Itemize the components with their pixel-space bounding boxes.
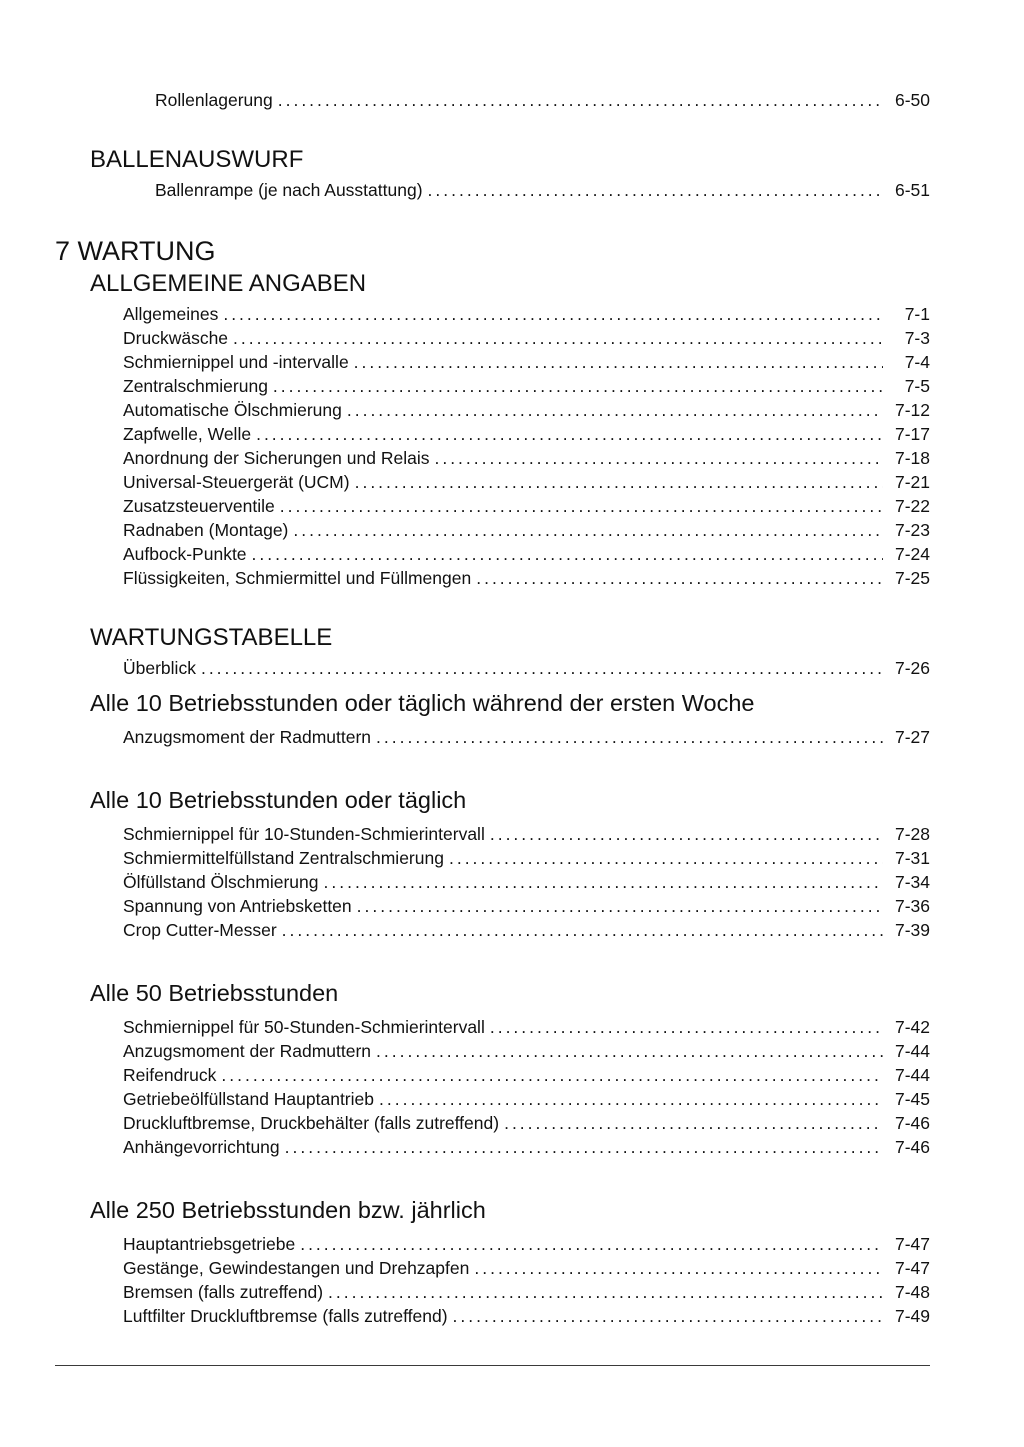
toc-entry: [123, 870, 930, 894]
toc-entry-page: 7-28: [894, 824, 930, 844]
toc-entry-page: 6-51: [894, 180, 930, 200]
toc-entry-label: Hauptantriebsgetriebe: [123, 1234, 296, 1254]
section-heading: BALLENAUSWURF: [90, 146, 304, 173]
toc-entry-page: 7-39: [894, 920, 930, 940]
toc-entry: [123, 1256, 930, 1280]
section-heading: WARTUNGSTABELLE: [90, 624, 333, 651]
dot-leader: [347, 400, 883, 420]
toc-entry-label: Automatische Ölschmierung: [123, 400, 342, 420]
dot-leader: [434, 448, 883, 468]
toc-entry-page: 7-23: [894, 520, 930, 540]
toc-entry-page: 7-46: [894, 1113, 930, 1133]
toc-entry-page: 6-50: [894, 90, 930, 110]
toc-entry: [155, 88, 930, 112]
toc-entry: [123, 494, 930, 518]
toc-entry: [123, 350, 930, 374]
toc-entry-label: Zusatzsteuerventile: [123, 496, 275, 516]
footer-rule: [55, 1365, 930, 1366]
toc-entry: [123, 1304, 930, 1328]
dot-leader: [293, 520, 883, 540]
dot-leader: [453, 1306, 883, 1326]
toc-entry-page: 7-46: [894, 1137, 930, 1157]
chapter-heading: 7 WARTUNG: [55, 236, 216, 266]
dot-leader: [376, 727, 883, 747]
dot-leader: [282, 920, 883, 940]
toc-entry: [123, 1232, 930, 1256]
toc-entry-label: Schmiernippel für 10-Stunden-Schmierintervall: [123, 824, 485, 844]
toc-entry-label: Ölfüllstand Ölschmierung: [123, 872, 319, 892]
dot-leader: [223, 304, 883, 324]
dot-leader: [201, 658, 883, 678]
dot-leader: [357, 896, 883, 916]
toc-entry: [123, 1015, 930, 1039]
toc-entry-page: 7-27: [894, 727, 930, 747]
toc-entry-label: Anhängevorrichtung: [123, 1137, 280, 1157]
toc-entry: [155, 178, 930, 202]
dot-leader: [428, 180, 883, 200]
toc-entry-label: Spannung von Antriebsketten: [123, 896, 352, 916]
dot-leader: [379, 1089, 883, 1109]
toc-entry: [123, 1135, 930, 1159]
toc-entry-label: Zapfwelle, Welle: [123, 424, 252, 444]
toc-entry-page: 7-49: [894, 1306, 930, 1326]
toc-entry-label: Aufbock-Punkte: [123, 544, 247, 564]
toc-entry-page: 7-17: [894, 424, 930, 444]
toc-entry-label: Druckluftbremse, Druckbehälter (falls zutreffend): [123, 1113, 500, 1133]
toc-entry: [123, 422, 930, 446]
toc-entry-page: 7-44: [894, 1065, 930, 1085]
toc-entry: [123, 1063, 930, 1087]
toc-entry: [123, 542, 930, 566]
dot-leader: [490, 1017, 883, 1037]
dot-leader: [328, 1282, 883, 1302]
dot-leader: [476, 568, 883, 588]
toc-entry-label: Bremsen (falls zutreffend): [123, 1282, 324, 1302]
toc-entry-page: 7-4: [904, 352, 930, 372]
toc-entry-page: 7-48: [894, 1282, 930, 1302]
dot-leader: [354, 352, 883, 372]
toc-entry: [123, 566, 930, 590]
section-heading: ALLGEMEINE ANGABEN: [90, 270, 367, 297]
toc-entry: [123, 822, 930, 846]
subsection-heading: Alle 10 Betriebsstunden oder täglich während der ersten Woche: [90, 690, 755, 716]
toc-entry-label: Schmiermittelfüllstand Zentralschmierung: [123, 848, 444, 868]
dot-leader: [278, 90, 883, 110]
toc-entry: [123, 446, 930, 470]
toc-entry: [123, 374, 930, 398]
toc-entry: [123, 846, 930, 870]
toc-entry-page: 7-24: [894, 544, 930, 564]
dot-leader: [280, 496, 883, 516]
toc-entry-page: 7-22: [894, 496, 930, 516]
toc-entry-page: 7-42: [894, 1017, 930, 1037]
toc-entry: [123, 302, 930, 326]
toc-entry-page: 7-44: [894, 1041, 930, 1061]
subsection-heading: Alle 50 Betriebsstunden: [90, 980, 339, 1006]
toc-entry-label: Universal-Steuergerät (UCM): [123, 472, 350, 492]
toc-entry: [123, 1111, 930, 1135]
toc-entry-page: 7-18: [894, 448, 930, 468]
toc-entry-label: Anzugsmoment der Radmuttern: [123, 1041, 372, 1061]
toc-entry-label: Radnaben (Montage): [123, 520, 289, 540]
toc-entry-label: Zentralschmierung: [123, 376, 268, 396]
toc-entry-label: Flüssigkeiten, Schmiermittel und Füllmengen: [123, 568, 472, 588]
toc-entry-label: Druckwäsche: [123, 328, 229, 348]
toc-entry-label: Überblick: [123, 658, 196, 678]
dot-leader: [273, 376, 883, 396]
toc-entry-label: Luftfilter Druckluftbremse (falls zutreffend): [123, 1306, 448, 1326]
toc-entry-page: 7-12: [894, 400, 930, 420]
toc-entry: [123, 1039, 930, 1063]
dot-leader: [252, 544, 883, 564]
toc-entry-page: 7-26: [894, 658, 930, 678]
dot-leader: [355, 472, 883, 492]
dot-leader: [285, 1137, 883, 1157]
toc-entry-label: Anzugsmoment der Radmuttern: [123, 727, 372, 747]
toc-entry: [123, 398, 930, 422]
toc-entry-label: Getriebeölfüllstand Hauptantrieb: [123, 1089, 374, 1109]
toc-entry: [123, 518, 930, 542]
toc-entry-label: Allgemeines: [123, 304, 219, 324]
toc-entry-label: Schmiernippel und -intervalle: [123, 352, 349, 372]
dot-leader: [504, 1113, 883, 1133]
dot-leader: [474, 1258, 883, 1278]
toc-entry-page: 7-5: [904, 376, 930, 396]
toc-entry-label: Reifendruck: [123, 1065, 217, 1085]
toc-entry: [123, 656, 930, 680]
dot-leader: [256, 424, 883, 444]
dot-leader: [233, 328, 883, 348]
toc-entry-label: Crop Cutter-Messer: [123, 920, 277, 940]
toc-entry-page: 7-34: [894, 872, 930, 892]
dot-leader: [490, 824, 883, 844]
subsection-heading: Alle 250 Betriebsstunden bzw. jährlich: [90, 1197, 486, 1223]
toc-entry-page: 7-36: [894, 896, 930, 916]
toc-entry-page: 7-3: [904, 328, 930, 348]
dot-leader: [221, 1065, 883, 1085]
dot-leader: [300, 1234, 883, 1254]
toc-entry-page: 7-25: [894, 568, 930, 588]
toc-entry-label: Schmiernippel für 50-Stunden-Schmierintervall: [123, 1017, 485, 1037]
dot-leader: [376, 1041, 883, 1061]
toc-entry: [123, 326, 930, 350]
dot-leader: [324, 872, 884, 892]
toc-entry-page: 7-1: [904, 304, 930, 324]
dot-leader: [449, 848, 883, 868]
toc-entry-label: Rollenlagerung: [155, 90, 273, 110]
toc-entry-page: 7-31: [894, 848, 930, 868]
toc-entry-label: Ballenrampe (je nach Ausstattung): [155, 180, 423, 200]
toc-entry-label: Anordnung der Sicherungen und Relais: [123, 448, 430, 468]
toc-entry-page: 7-47: [894, 1234, 930, 1254]
toc-entry: [123, 1280, 930, 1304]
toc-entry: [123, 894, 930, 918]
toc-entry-page: 7-45: [894, 1089, 930, 1109]
table-of-contents: [0, 88, 930, 1328]
toc-entry-page: 7-47: [894, 1258, 930, 1278]
toc-entry-label: Gestänge, Gewindestangen und Drehzapfen: [123, 1258, 470, 1278]
toc-entry-page: 7-21: [894, 472, 930, 492]
toc-entry: [123, 918, 930, 942]
toc-entry: [123, 725, 930, 749]
toc-entry: [123, 470, 930, 494]
subsection-heading: Alle 10 Betriebsstunden oder täglich: [90, 787, 467, 813]
toc-entry: [123, 1087, 930, 1111]
